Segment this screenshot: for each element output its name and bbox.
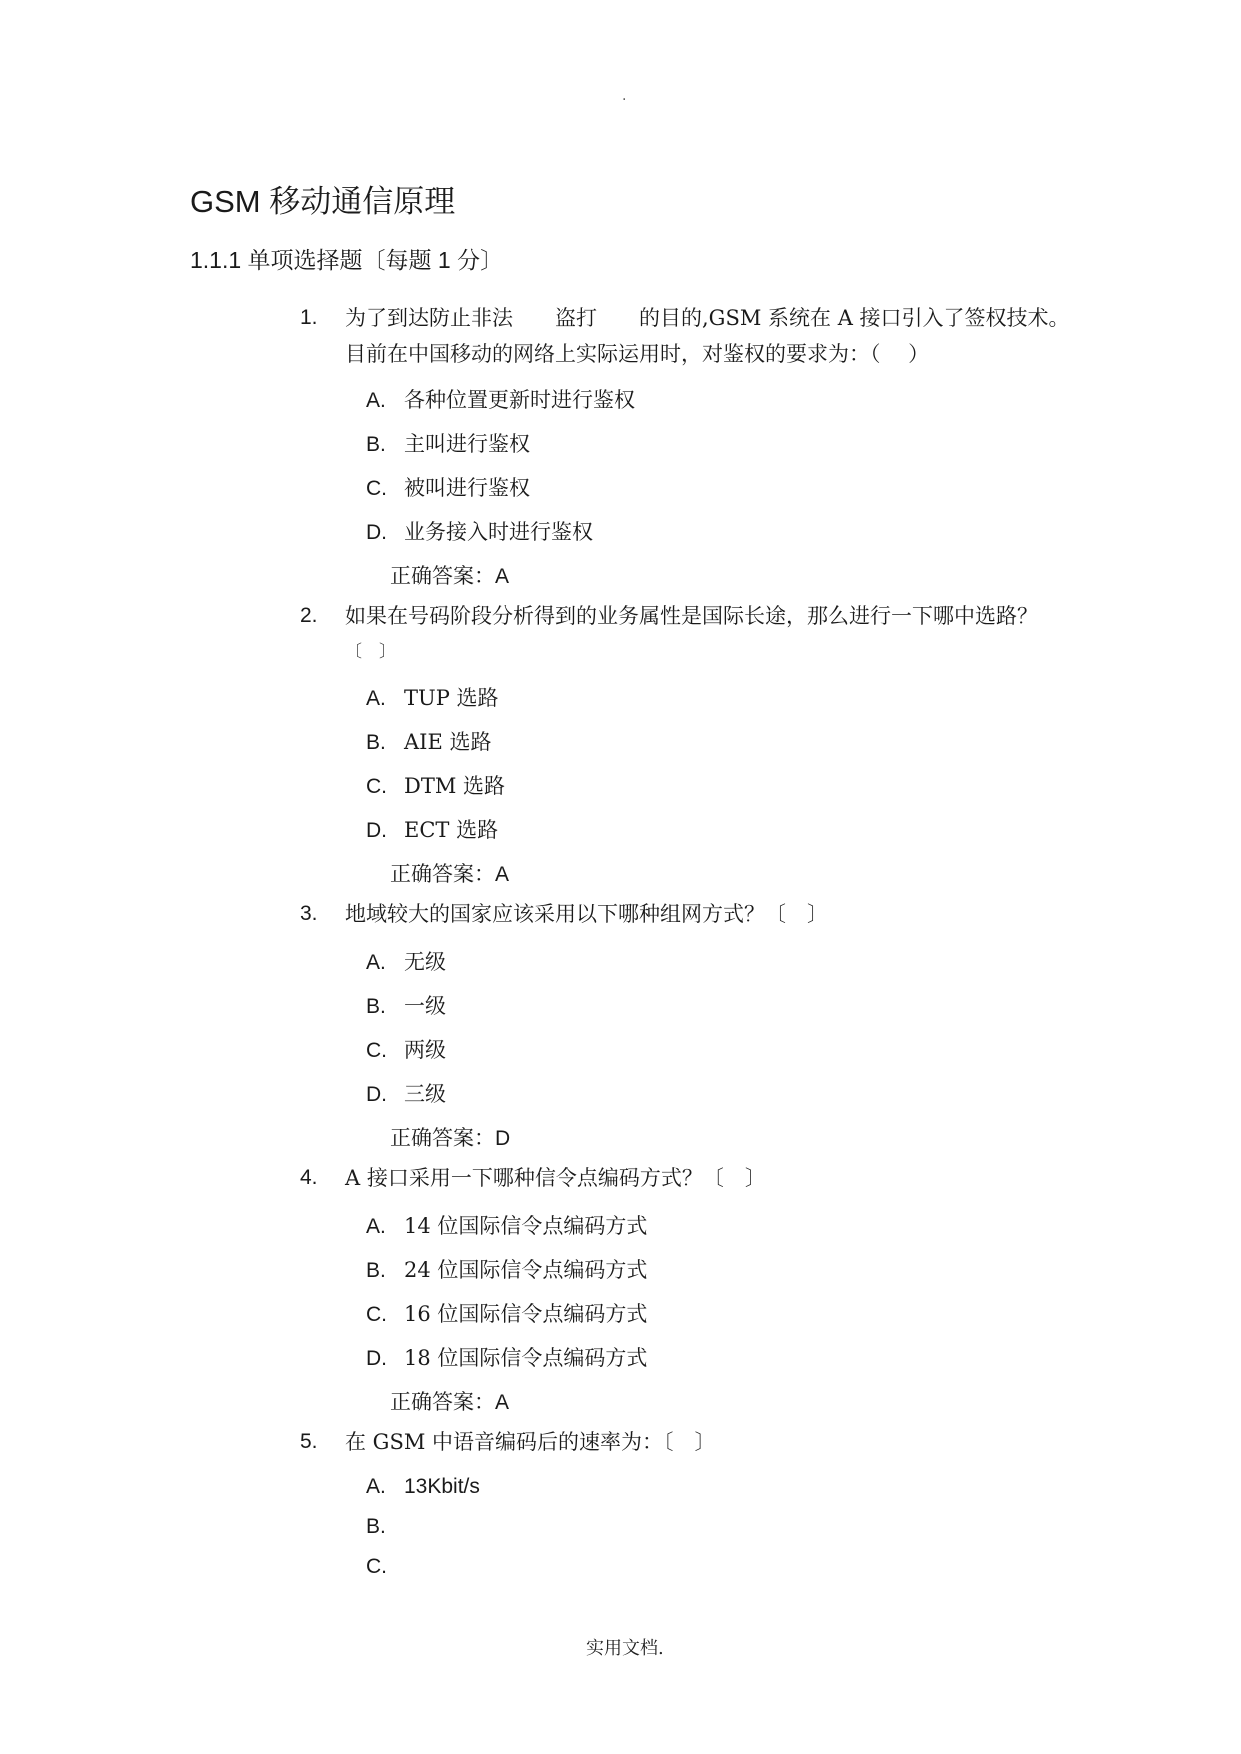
- answer-value: A: [495, 863, 510, 886]
- option-text: 一级: [404, 994, 446, 1018]
- option-d: [366, 814, 498, 844]
- question-number: 4.: [300, 1166, 318, 1189]
- answer-label: 正确答案：: [390, 1126, 495, 1150]
- option-b: [366, 1254, 647, 1284]
- option-d: [366, 516, 593, 546]
- option-text: AIE 选路: [404, 730, 492, 754]
- option-letter: C.: [366, 1303, 387, 1326]
- option-b: [366, 1514, 404, 1539]
- question-text-line1: 地域较大的国家应该采用以下哪种组网方式？〔 〕: [345, 902, 828, 926]
- option-text: 16 位国际信令点编码方式: [404, 1302, 648, 1326]
- answer-value: A: [495, 1391, 510, 1414]
- option-letter: C.: [366, 1555, 387, 1578]
- option-a: [366, 946, 446, 976]
- option-c: [366, 1034, 446, 1064]
- option-b: [366, 990, 446, 1020]
- answer-label: 正确答案：: [390, 564, 495, 588]
- option-letter: B.: [366, 1515, 386, 1538]
- option-letter: A.: [366, 389, 386, 412]
- option-b: [366, 428, 530, 458]
- option-letter: B.: [366, 995, 386, 1018]
- option-a: [366, 1474, 480, 1499]
- option-text: 无级: [404, 950, 446, 974]
- option-text: TUP 选路: [404, 686, 499, 710]
- question-number: 5.: [300, 1430, 318, 1453]
- question-text-line1: 在 GSM 中语音编码后的速率为：〔 〕: [345, 1430, 716, 1454]
- option-a: [366, 384, 635, 414]
- option-b: [366, 726, 491, 756]
- option-c: [366, 472, 530, 502]
- option-text: 18 位国际信令点编码方式: [404, 1346, 648, 1370]
- answer-value: D: [495, 1127, 511, 1150]
- option-letter: A.: [366, 1475, 386, 1498]
- option-text: 两级: [404, 1038, 446, 1062]
- question-number: 2.: [300, 604, 318, 627]
- option-text: 被叫进行鉴权: [404, 476, 530, 500]
- correct-answer: [390, 1122, 510, 1152]
- correct-answer: [390, 858, 509, 888]
- option-letter: D.: [366, 1083, 387, 1106]
- section-heading: 1.1.1 单项选择题〔每题 1 分〕: [190, 247, 504, 273]
- option-a: [366, 1210, 647, 1240]
- option-letter: B.: [366, 1259, 386, 1282]
- correct-answer: [390, 1386, 509, 1416]
- option-text: 业务接入时进行鉴权: [404, 520, 593, 544]
- page-footer: 实用文档.: [586, 1638, 664, 1659]
- answer-value: A: [495, 565, 510, 588]
- option-c: [366, 770, 505, 800]
- question-number: 1.: [300, 306, 318, 329]
- option-letter: D.: [366, 1347, 387, 1370]
- option-text: DTM 选路: [404, 774, 506, 798]
- option-c: [366, 1298, 647, 1328]
- option-letter: B.: [366, 433, 386, 456]
- option-text: 主叫进行鉴权: [404, 432, 530, 456]
- option-letter: D.: [366, 521, 387, 544]
- option-c: [366, 1554, 404, 1579]
- document-title: GSM 移动通信原理: [190, 184, 456, 219]
- answer-label: 正确答案：: [390, 1390, 495, 1414]
- option-text: ECT 选路: [404, 818, 499, 842]
- option-text: 13Kbit/s: [404, 1475, 480, 1498]
- question-number: 3.: [300, 902, 318, 925]
- page-top-mark: .: [622, 88, 627, 104]
- option-text: 各种位置更新时进行鉴权: [404, 388, 635, 412]
- correct-answer: [390, 560, 509, 590]
- question-text-line2: 目前在中国移动的网络上实际运用时，对鉴权的要求为：（ ）: [345, 342, 930, 366]
- option-letter: D.: [366, 819, 387, 842]
- option-letter: A.: [366, 1215, 386, 1238]
- option-d: [366, 1342, 647, 1372]
- option-letter: C.: [366, 1039, 387, 1062]
- option-d: [366, 1078, 446, 1108]
- option-letter: B.: [366, 731, 386, 754]
- option-a: [366, 682, 499, 712]
- option-text: 14 位国际信令点编码方式: [404, 1214, 648, 1238]
- option-text: 24 位国际信令点编码方式: [404, 1258, 648, 1282]
- option-letter: C.: [366, 477, 387, 500]
- option-letter: A.: [366, 687, 386, 710]
- question-text-line1: 如果在号码阶段分析得到的业务属性是国际长途，那么进行一下哪中选路？: [345, 604, 1038, 628]
- option-text: 三级: [404, 1082, 446, 1106]
- answer-label: 正确答案：: [390, 862, 495, 886]
- question-text-line1: 为了到达防止非法 盗打 的目的,GSM 系统在 A 接口引入了签权技术。: [345, 306, 1070, 330]
- option-letter: C.: [366, 775, 387, 798]
- question-text-line2: 〔 〕: [345, 642, 396, 662]
- option-letter: A.: [366, 951, 386, 974]
- question-text-line1: A 接口采用一下哪种信令点编码方式？〔 〕: [345, 1166, 766, 1190]
